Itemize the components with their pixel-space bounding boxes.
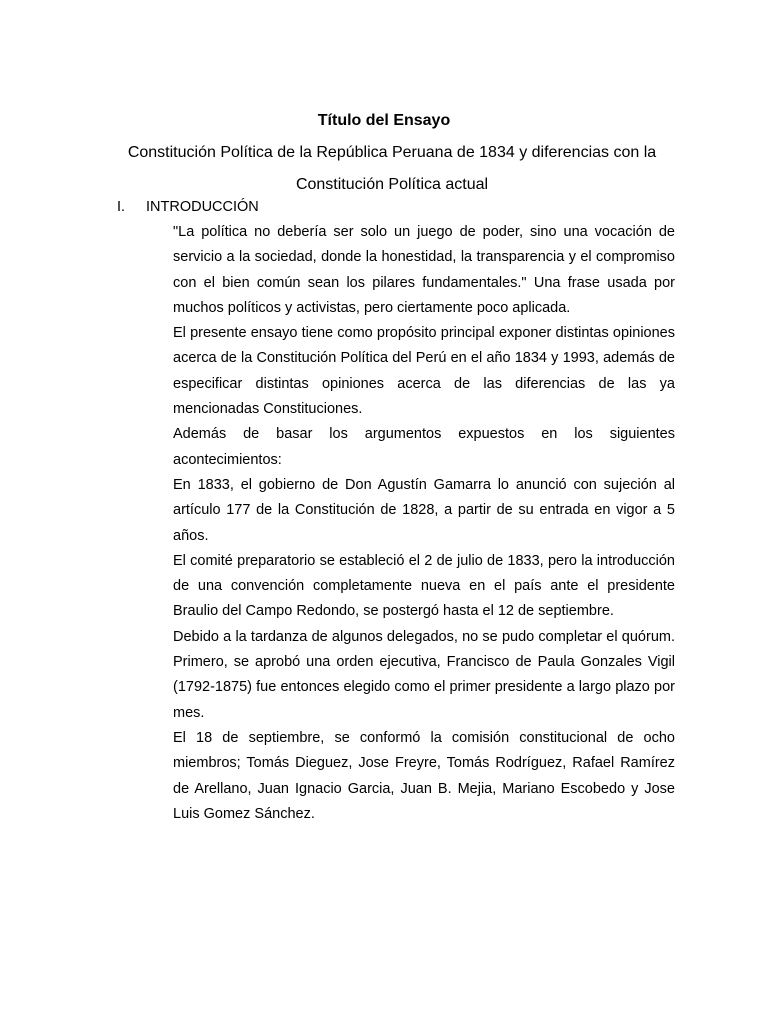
paragraph: El 18 de septiembre, se conformó la comisión constitucional de ocho miembros; Tomás Dieguez, Jose Freyre, Tomás Rodríguez, Rafael Ramírez de Arellano, Juan Ignacio Garcia, Juan B. Mejia, Mariano Escobedo y Jose Luis Gomez Sánchez. — [173, 729, 675, 822]
paragraph: En 1833, el gobierno de Don Agustín Gamarra lo anunció con sujeción al artículo 177 de la Constitución de 1828, a partir de su entrada en vigor a 5 años. — [173, 476, 675, 544]
section-title: INTRODUCCIÓN — [146, 199, 259, 215]
paragraph: Debido a la tardanza de algunos delegados, no se pudo completar el quórum. Primero, se aprobó una orden ejecutiva, Francisco de Paula Gonzales Vigil (1792-1875) fue entonces elegido como el primer presidente a largo plazo por mes. — [173, 628, 675, 721]
paragraph: El presente ensayo tiene como propósito principal exponer distintas opiniones acerca de la Constitución Política del Perú en el año 1834 y 1993, además de especificar distintas opiniones acerca de las diferencias de las ya mencionadas Constituciones. — [173, 325, 675, 418]
essay-subtitle: Constitución Política de la República Peruana de 1834 y diferencias con la Constitución Política actual — [127, 144, 657, 193]
section-body — [173, 220, 675, 827]
section-number: I. — [117, 199, 126, 215]
paragraph: Además de basar los argumentos expuestos en los siguientes acontecimientos: — [173, 426, 675, 468]
essay-title: Título del Ensayo — [317, 112, 451, 129]
paragraph: El comité preparatorio se estableció el 2 de julio de 1833, pero la introducción de una convención completamente nueva en el país ante el presidente Braulio del Campo Redondo, se postergó hasta el 12 de septiembre. — [173, 552, 675, 620]
paragraph: "La política no debería ser solo un juego de poder, sino una vocación de servicio a la sociedad, donde la honestidad, la transparencia y el compromiso con el bien común sean los pilares fundamentales." Una frase usada por muchos políticos y activistas, pero ciertamente poco aplicada. — [173, 224, 675, 316]
